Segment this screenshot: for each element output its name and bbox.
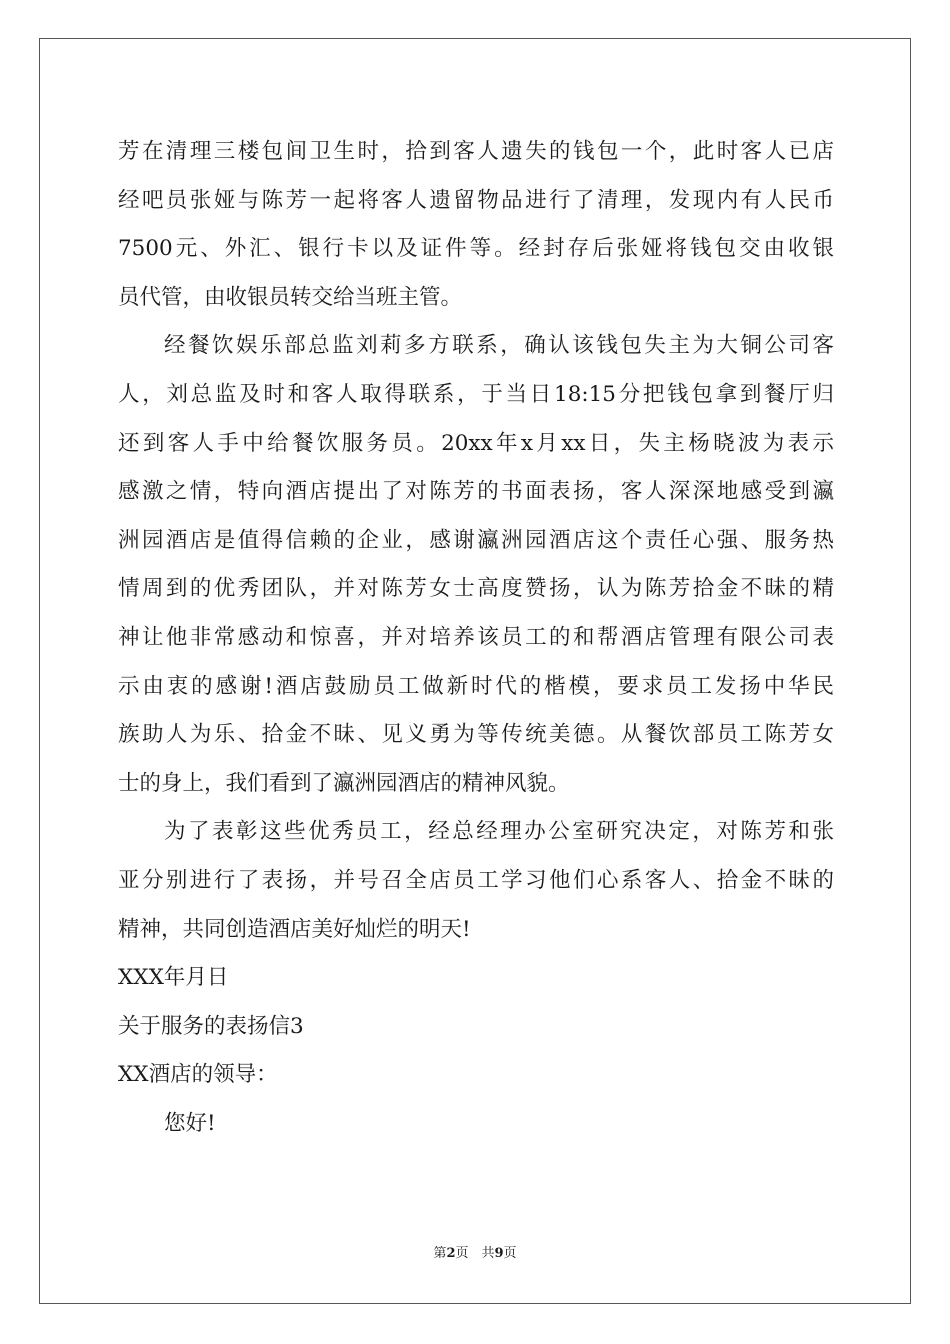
text-line: 员代管，由收银员转交给当班主管。 (118, 284, 463, 310)
text-line: 族助人为乐、拾金不昧、见义勇为等传统美德。从餐饮部员工陈芳女 (118, 722, 834, 748)
paragraph-start-line: 经餐饮娱乐部总监刘莉多方联系，确认该钱包失主为大铜公司客 (164, 333, 834, 359)
greeting: 您好! (164, 1110, 216, 1136)
text-line: 精神，共同创造酒店美好灿烂的明天! (118, 916, 471, 942)
text-line: 情周到的优秀团队，并对陈芳女士高度赞扬，认为陈芳拾金不昧的精 (118, 576, 834, 602)
text-line: 芳在清理三楼包间卫生时，拾到客人遗失的钱包一个，此时客人已店 (118, 139, 834, 164)
text-line: 士的身上，我们看到了瀛洲园酒店的精神风貌。 (118, 770, 570, 796)
text-line: 人，刘总监及时和客人取得联系，于当日18:15分把钱包拿到餐厅归 (118, 381, 834, 407)
letter-title: 关于服务的表扬信3 (118, 1013, 304, 1039)
text-line: 经吧员张娅与陈芳一起将客人遗留物品进行了清理，发现内有人民币 (118, 187, 834, 213)
page-suffix: 页 (503, 1246, 517, 1261)
text-line: 亚分别进行了表扬，并号召全店员工学习他们心系客人、拾金不昧的 (118, 867, 834, 893)
salutation: XX酒店的领导： (118, 1062, 278, 1088)
page-current: 2 (446, 1246, 456, 1261)
paragraph-start-line: 为了表彰这些优秀员工，经总经理办公室研究决定，对陈芳和张 (164, 819, 834, 845)
document-body (118, 128, 834, 1148)
text-line: 神让他非常感动和惊喜，并对培养该员工的和帮酒店管理有限公司表 (118, 624, 834, 650)
page-mid: 页 共 (455, 1246, 495, 1261)
text-line: 7500元、外汇、银行卡以及证件等。经封存后张娅将钱包交由收银 (118, 236, 834, 262)
page-total: 9 (494, 1246, 504, 1261)
text-line: 示由衷的感谢!酒店鼓励员工做新时代的楷模，要求员工发扬中华民 (118, 673, 834, 699)
date-line: XXX年月日 (118, 965, 229, 991)
page-prefix: 第 (433, 1246, 447, 1261)
text-line: 感激之情，特向酒店提出了对陈芳的书面表扬，客人深深地感受到瀛 (118, 479, 834, 505)
text-line: 还到客人手中给餐饮服务员。20xx年x月xx日，失主杨晓波为表示 (118, 430, 834, 456)
page-number (0, 1242, 950, 1261)
text-line: 洲园酒店是值得信赖的企业，感谢瀛洲园酒店这个责任心强、服务热 (118, 527, 834, 553)
